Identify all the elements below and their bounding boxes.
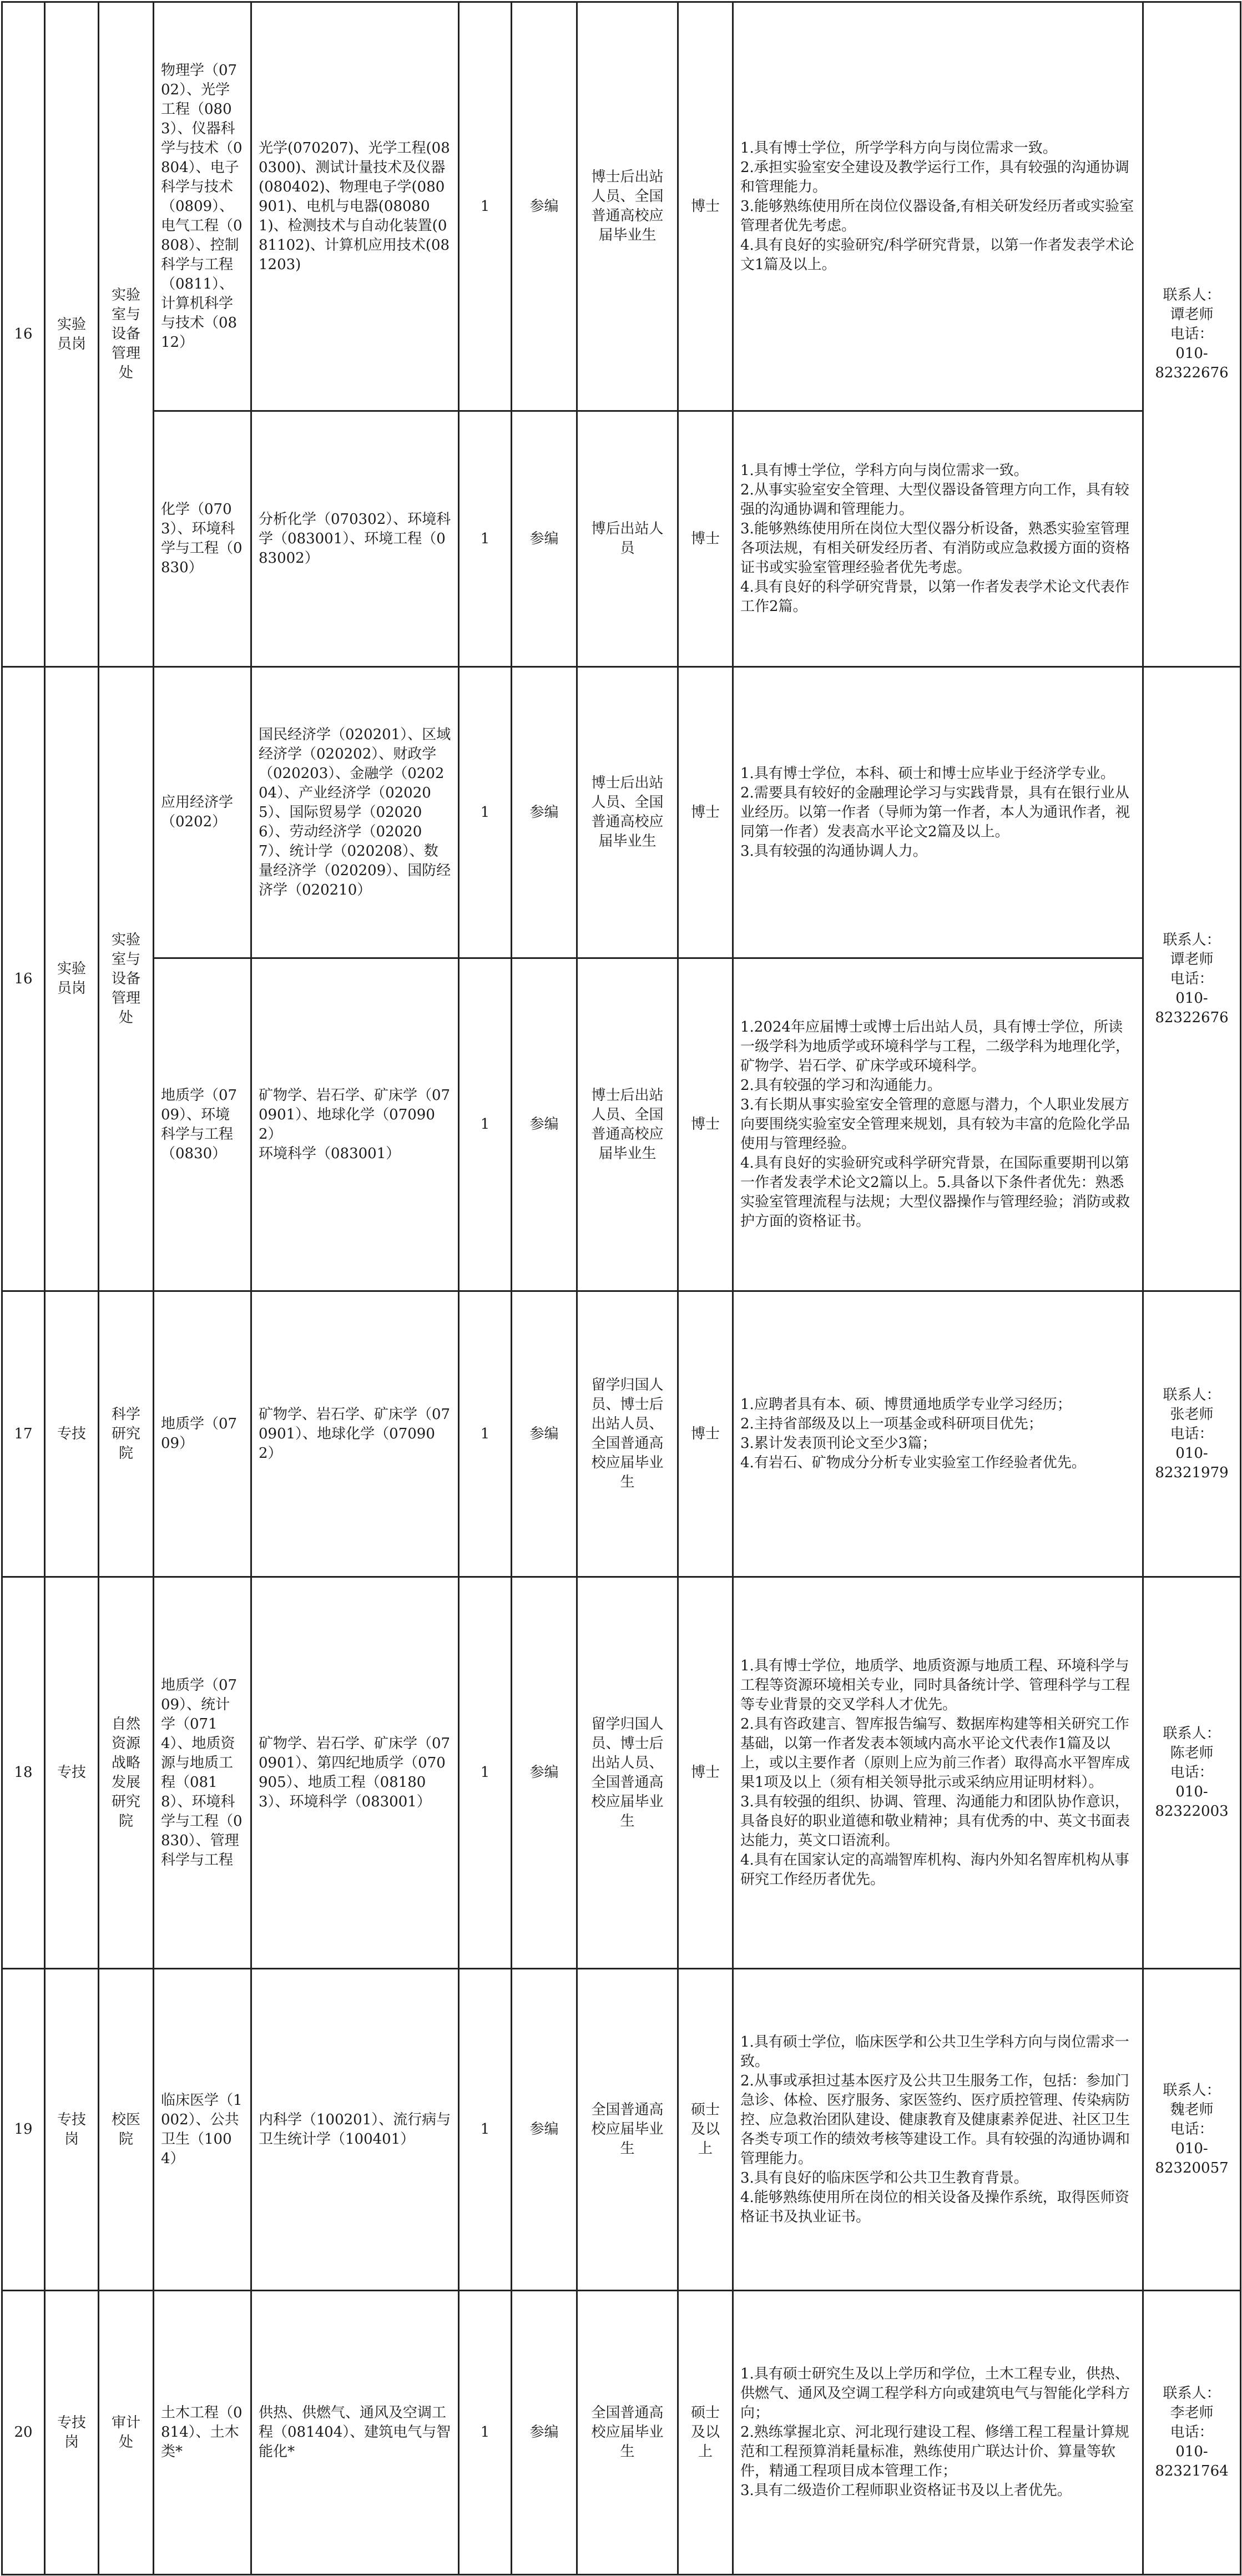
sub-major: 内科学（100201）、流行病与卫生统计学（100401） — [251, 1969, 459, 2291]
job-requirements — [733, 1291, 1143, 1577]
requirement-line: 1.具有硕士研究生及以上学历和学位，土木工程专业，供热、供燃气、通风及空调工程学科方向或建筑电气与智能化学科方向； — [740, 2366, 1130, 2421]
requirement-line: 2.具有咨政建言、智库报告编写、数据库构建等相关研究工作基础，以第一作者发表本领域内高水平论文代表作1篇及以上，或以主要作者（原则上应为前三作者）取得高水平智库成果1项及以上（须有相关领导批示或采纳应用证明材料）。 — [740, 1715, 1130, 1791]
table-row — [2, 1577, 1241, 1969]
requirement-line: 2.主持省部级及以上一项基金或科研项目优先； — [740, 1416, 1043, 1432]
hire-count: 1 — [459, 1291, 512, 1577]
contact-label: 联系人： — [1163, 1386, 1221, 1403]
position-no: 19 — [2, 1969, 45, 2291]
department: 审计处 — [99, 2291, 154, 2575]
candidate-source: 全国普通高校应届毕业生 — [577, 1969, 678, 2291]
requirement-line: 2.需要具有较好的金融理论学习与实践背景，具有在银行业从业经历。以第一作者（导师为第一作者，本人为通讯作者，视同第一作者）发表高水平论文2篇及以上。 — [740, 784, 1130, 840]
requirement-line: 3.有长期从事实验室安全管理的意愿与潜力，个人职业发展方向要围绕实验室安全管理来规划，具有较为丰富的危险化学品使用与管理经验。 — [740, 1097, 1130, 1152]
job-requirements — [733, 411, 1143, 667]
candidate-source: 博士后出站人员、全国普通高校应届毕业生 — [577, 958, 678, 1291]
degree-requirement: 博士 — [678, 667, 733, 958]
department: 实验室与设备管理处 — [99, 2, 154, 667]
phone-area-code: 010- — [1175, 989, 1208, 1007]
hire-count: 1 — [459, 1969, 512, 2291]
requirement-line: 4.具有良好的实验研究或科学研究背景，在国际重要期刊以第一作者发表学术论文2篇以上。5.具备以下条件者优先：熟悉实验室管理流程与法规；大型仪器操作与管理经验；消防或救护方面的资格证书。 — [740, 1155, 1130, 1230]
major-category: 土木工程（0814）、土木类* — [154, 2291, 251, 2575]
phone-label: 电话： — [1170, 2121, 1214, 2138]
degree-requirement: 博士 — [678, 1291, 733, 1577]
department: 校医院 — [99, 1969, 154, 2291]
phone-label: 电话： — [1170, 970, 1214, 987]
contact-name: 李老师 — [1170, 2405, 1214, 2421]
table-row — [2, 411, 1241, 667]
contact-info — [1143, 1577, 1241, 1969]
phone-number: 82321764 — [1155, 2463, 1229, 2479]
contact-name: 张老师 — [1170, 1406, 1214, 1423]
staffing-form: 参编 — [512, 2291, 577, 2575]
requirement-line: 1.应聘者具有本、硕、博贯通地质学专业学习经历； — [740, 1396, 1072, 1413]
requirement-line: 4.具有良好的科学研究背景，以第一作者发表学术论文代表作工作2篇。 — [740, 579, 1129, 615]
requirement-line: 2.熟练掌握北京、河北现行建设工程、修缮工程工程量计算规范和工程预算消耗量标准，熟练使用广联达计价、算量等软件，精通工程项目成本管理工作； — [740, 2424, 1129, 2479]
department: 实验室与设备管理处 — [99, 667, 154, 1291]
job-requirements — [733, 2, 1143, 411]
major-category: 地质学（0709）、统计学（0714）、地质资源与地质工程（0818）、环境科学与工程（0830）、管理科学与工程 — [154, 1577, 251, 1969]
table-row — [2, 2291, 1241, 2575]
requirement-line: 1.具有博士学位，地质学、地质资源与地质工程、环境科学与工程等资源环境相关专业，同时具备统计学、管理科学与工程等专业背景的交叉学科人才优先。 — [740, 1657, 1130, 1713]
staffing-form: 参编 — [512, 1577, 577, 1969]
contact-name: 陈老师 — [1170, 1745, 1214, 1761]
requirement-line: 1.具有博士学位，学科方向与岗位需求一致。 — [740, 462, 1028, 479]
sub-major: 矿物学、岩石学、矿床学（070901）、第四纪地质学（070905）、地质工程（081803）、环境科学（083001） — [251, 1577, 459, 1969]
phone-area-code: 010- — [1175, 345, 1208, 362]
hire-count: 1 — [459, 411, 512, 667]
degree-requirement: 博士 — [678, 1577, 733, 1969]
position-type: 专技岗 — [45, 1969, 99, 2291]
hire-count: 1 — [459, 2291, 512, 2575]
degree-requirement: 硕士及以上 — [678, 1969, 733, 2291]
requirement-line: 3.累计发表顶刊论文至少3篇； — [740, 1435, 937, 1452]
phone-number: 82321979 — [1155, 1464, 1229, 1481]
staffing-form: 参编 — [512, 958, 577, 1291]
hire-count: 1 — [459, 667, 512, 958]
staffing-form: 参编 — [512, 411, 577, 667]
contact-label: 联系人： — [1163, 2385, 1221, 2402]
phone-area-code: 010- — [1175, 1444, 1208, 1462]
position-no: 18 — [2, 1577, 45, 1969]
position-type: 实验员岗 — [45, 2, 99, 667]
requirement-line: 2.从事实验室安全管理、大型仪器设备管理方向工作，具有较强的沟通协调和管理能力。 — [740, 482, 1129, 518]
requirement-line: 2.从事或承担过基本医疗及公共卫生服务工作，包括：参加门急诊、体检、医疗服务、家医签约、医疗质控管理、传染病防控、应急救治团队建设、健康教育及健康素养促进、社区卫生各类专项工作的绩效考核等建设工作。具有较强的沟通协调和管理能力。 — [740, 2072, 1130, 2167]
major-category: 物理学（0702）、光学工程（0803）、仪器科学与技术（0804）、电子科学与技术（0809）、电气工程（0808）、控制科学与工程（0811）、计算机科学与技术（0812） — [154, 2, 251, 411]
degree-requirement: 博士 — [678, 2, 733, 411]
job-requirements — [733, 667, 1143, 958]
requirement-line: 4.具有良好的实验研究/科学研究背景，以第一作者发表学术论文1篇及以上。 — [740, 236, 1134, 273]
contact-label: 联系人： — [1163, 287, 1221, 304]
major-category: 地质学（0709） — [154, 1291, 251, 1577]
position-type: 专技 — [45, 1291, 99, 1577]
table-row — [2, 667, 1241, 958]
position-no: 16 — [2, 2, 45, 667]
requirement-line: 4.具有在国家认定的高端智库机构、海内外知名智库机构从事研究工作经历者优先。 — [740, 1851, 1129, 1888]
position-no: 16 — [2, 667, 45, 1291]
position-type: 实验员岗 — [45, 667, 99, 1291]
position-type: 专技岗 — [45, 2291, 99, 2575]
job-requirements — [733, 1969, 1143, 2291]
position-no: 17 — [2, 1291, 45, 1577]
major-category: 临床医学（1002）、公共卫生（1004） — [154, 1969, 251, 2291]
requirement-line: 4.能够熟练使用所在岗位的相关设备及操作系统，取得医师资格证书及执业证书。 — [740, 2189, 1129, 2225]
requirement-line: 1.具有硕士学位，临床医学和公共卫生学科方向与岗位需求一致。 — [740, 2033, 1129, 2070]
contact-name: 谭老师 — [1170, 951, 1214, 968]
major-category: 化学（0703）、环境科学与工程（0830） — [154, 411, 251, 667]
recruitment-table — [1, 1, 1241, 2575]
contact-info — [1143, 2, 1241, 667]
phone-area-code: 010- — [1175, 1784, 1208, 1800]
position-no: 20 — [2, 2291, 45, 2575]
contact-info — [1143, 667, 1241, 1291]
table-row — [2, 1291, 1241, 1577]
phone-label: 电话： — [1170, 2424, 1214, 2441]
position-type: 专技 — [45, 1577, 99, 1969]
requirement-line: 2.承担实验室安全建设及教学运行工作，具有较强的沟通协调和管理能力。 — [740, 159, 1129, 195]
contact-info — [1143, 2291, 1241, 2575]
staffing-form: 参编 — [512, 667, 577, 958]
candidate-source: 全国普通高校应届毕业生 — [577, 2291, 678, 2575]
hire-count: 1 — [459, 2, 512, 411]
job-requirements — [733, 958, 1143, 1291]
candidate-source: 留学归国人员、博士后出站人员、全国普通高校应届毕业生 — [577, 1291, 678, 1577]
requirement-line: 3.能够熟练使用所在岗位大型仪器分析设备，熟悉实验室管理各项法规，有相关研发经历者、有消防或应急救援方面的资格证书或实验室管理经验者优先考虑。 — [740, 521, 1130, 576]
contact-info — [1143, 1969, 1241, 2291]
sub-major-line: 矿物学、岩石学、矿床学（070901）、地球化学（070902） 环境科学（083001） — [259, 1087, 451, 1162]
major-category: 应用经济学（0202） — [154, 667, 251, 958]
candidate-source: 博后出站人员 — [577, 411, 678, 667]
degree-requirement: 硕士及以上 — [678, 2291, 733, 2575]
staffing-form: 参编 — [512, 2, 577, 411]
phone-label: 电话： — [1170, 1764, 1214, 1781]
phone-number: 82322676 — [1155, 1009, 1229, 1026]
degree-requirement: 博士 — [678, 958, 733, 1291]
contact-label: 联系人： — [1163, 931, 1221, 948]
requirement-line: 3.具有良好的临床医学和公共卫生教育背景。 — [740, 2169, 1028, 2186]
table-row — [2, 958, 1241, 1291]
department: 自然资源战略发展研究院 — [99, 1577, 154, 1969]
contact-label: 联系人： — [1163, 1725, 1221, 1742]
requirement-line: 1.2024年应届博士或博士后出站人员，具有博士学位，所读一级学科为地质学或环境科学与工程，二级学科为地理化学，矿物学、岩石学、矿床学或环境科学。 — [740, 1019, 1130, 1074]
sub-major — [251, 958, 459, 1291]
hire-count: 1 — [459, 958, 512, 1291]
requirement-line: 3.具有较强的组织、协调、管理、沟通能力和团队协作意识，具备良好的职业道德和敬业精神；具有优秀的中、英文书面表达能力，英文口语流利。 — [740, 1793, 1130, 1849]
contact-name: 魏老师 — [1170, 2102, 1214, 2118]
candidate-source: 博士后出站人员、全国普通高校应届毕业生 — [577, 2, 678, 411]
requirement-line: 4.有岩石、矿物成分分析专业实验室工作经验者优先。 — [740, 1454, 1086, 1471]
phone-label: 电话： — [1170, 326, 1214, 342]
job-requirements — [733, 1577, 1143, 1969]
phone-label: 电话： — [1170, 1425, 1214, 1442]
requirement-line: 3.具有较强的沟通协调人力。 — [740, 842, 927, 860]
phone-area-code: 010- — [1175, 2443, 1208, 2460]
sub-major: 光学(070207)、光学工程(080300)、测试计量技术及仪器(080402)、物理电子学(080901)、电机与电器(080801)、检测技术与自动化装置(081102)、计算机应用技术(081203) — [251, 2, 459, 411]
job-requirements — [733, 2291, 1143, 2575]
candidate-source: 博士后出站人员、全国普通高校应届毕业生 — [577, 667, 678, 958]
table-row — [2, 2, 1241, 411]
phone-number: 82322676 — [1155, 365, 1229, 381]
major-category: 地质学（0709）、环境科学与工程（0830） — [154, 958, 251, 1291]
requirement-line: 2.具有较强的学习和沟通能力。 — [740, 1077, 942, 1094]
table-row — [2, 1969, 1241, 2291]
sub-major: 矿物学、岩石学、矿床学（070901）、地球化学（070902） — [251, 1291, 459, 1577]
staffing-form: 参编 — [512, 1969, 577, 2291]
department: 科学研究院 — [99, 1291, 154, 1577]
degree-requirement: 博士 — [678, 411, 733, 667]
requirement-line: 1.具有博士学位，所学学科方向与岗位需求一致。 — [740, 139, 1057, 156]
sub-major: 供热、供燃气、通风及空调工程（081404）、建筑电气与智能化* — [251, 2291, 459, 2575]
contact-label: 联系人： — [1163, 2082, 1221, 2099]
sub-major: 国民经济学（020201）、区域经济学（020202）、财政学（020203）、金融学（020204）、产业经济学（020205）、国际贸易学（020206）、劳动经济学（020207）、统计学（020208）、数量经济学（020209）、国防经济学（020210） — [251, 667, 459, 958]
contact-info — [1143, 1291, 1241, 1577]
contact-name: 谭老师 — [1170, 306, 1214, 323]
phone-number: 82322003 — [1155, 1803, 1229, 1820]
candidate-source: 留学归国人员、博士后出站人员、全国普通高校应届毕业生 — [577, 1577, 678, 1969]
sub-major: 分析化学（070302）、环境科学（083001）、环境工程（083002） — [251, 411, 459, 667]
staffing-form: 参编 — [512, 1291, 577, 1577]
hire-count: 1 — [459, 1577, 512, 1969]
requirement-line: 3.具有二级造价工程师职业资格证书及以上者优先。 — [740, 2482, 1072, 2499]
phone-area-code: 010- — [1175, 2140, 1208, 2157]
requirement-line: 1.具有博士学位，本科、硕士和博士应毕业于经济学专业。 — [740, 765, 1115, 782]
phone-number: 82320057 — [1155, 2160, 1229, 2176]
requirement-line: 3.能够熟练使用所在岗位仪器设备,有相关研发经历者或实验室管理者优先考虑。 — [740, 198, 1134, 234]
